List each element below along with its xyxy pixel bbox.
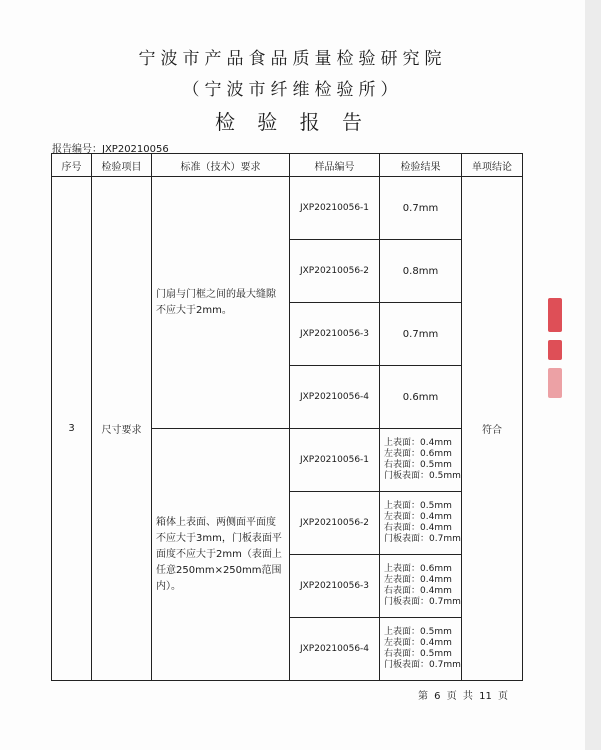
result-cell [380, 555, 462, 618]
seq-cell: 3 [52, 177, 92, 681]
result-line: 门板表面：0.7mm [384, 660, 461, 670]
header-requirement: 标准（技术）要求 [152, 154, 290, 177]
institute-subname: （宁波市纤维检验所） [182, 80, 403, 100]
header-item: 检验项目 [92, 154, 152, 177]
header-conclusion: 单项结论 [462, 154, 523, 177]
result-line: 门板表面：0.7mm [384, 534, 461, 544]
result-cell: 0.8mm [380, 240, 462, 303]
sample-cell: JXP20210056-3 [290, 555, 380, 618]
result-line: 右表面：0.4mm [384, 586, 452, 596]
report-number-label: 报告编号： [52, 144, 102, 155]
sample-cell: JXP20210056-2 [290, 492, 380, 555]
result-line: 门板表面：0.7mm [384, 597, 461, 607]
result-cell: 0.6mm [380, 366, 462, 429]
sample-cell: JXP20210056-1 [290, 429, 380, 492]
page-number: 第 6 页 共 11 页 [418, 691, 508, 702]
result-line: 左表面：0.6mm [384, 449, 452, 459]
scan-margin-strip [585, 0, 601, 750]
result-cell: 0.7mm [380, 177, 462, 240]
result-line: 上表面：0.6mm [384, 564, 452, 574]
result-line: 上表面：0.5mm [384, 627, 452, 637]
header-result: 检验结果 [380, 154, 462, 177]
result-line: 上表面：0.4mm [384, 438, 452, 448]
requirement-cell-gap: 门扇与门框之间的最大缝隙不应大于2mm。 [152, 177, 290, 429]
result-cell: 0.7mm [380, 303, 462, 366]
sample-cell: JXP20210056-1 [290, 177, 380, 240]
sample-cell: JXP20210056-3 [290, 303, 380, 366]
result-line: 左表面：0.4mm [384, 512, 452, 522]
table-row [52, 177, 523, 240]
sample-cell: JXP20210056-4 [290, 618, 380, 681]
result-line: 门板表面：0.5mm [384, 471, 461, 481]
table-header-row [52, 154, 523, 177]
sample-cell: JXP20210056-4 [290, 366, 380, 429]
inspection-table [51, 153, 523, 681]
header-sample: 样品编号 [290, 154, 380, 177]
sample-cell: JXP20210056-2 [290, 240, 380, 303]
conclusion-cell: 符合 [462, 177, 523, 681]
item-cell: 尺寸要求 [92, 177, 152, 681]
result-line: 右表面：0.5mm [384, 460, 452, 470]
result-line: 右表面：0.5mm [384, 649, 452, 659]
result-line: 左表面：0.4mm [384, 638, 452, 648]
result-line: 右表面：0.4mm [384, 523, 452, 533]
seal-fragment-middle [548, 340, 562, 360]
result-cell [380, 429, 462, 492]
result-cell [380, 492, 462, 555]
result-line: 上表面：0.5mm [384, 501, 452, 511]
seal-fragment-bottom [548, 368, 562, 398]
report-title: 检 验 报 告 [214, 110, 371, 134]
header-seq: 序号 [52, 154, 92, 177]
institute-name: 宁波市产品食品质量检验研究院 [138, 49, 447, 69]
requirement-cell-flatness: 箱体上表面、两侧面平面度不应大于3mm，门板表面平面度不应大于2mm（表面上任意250mm×250mm范围内）。 [152, 429, 290, 681]
seal-fragment-top [548, 298, 562, 332]
report-number-value: JXP20210056 [102, 144, 169, 155]
result-cell [380, 618, 462, 681]
result-line: 左表面：0.4mm [384, 575, 452, 585]
